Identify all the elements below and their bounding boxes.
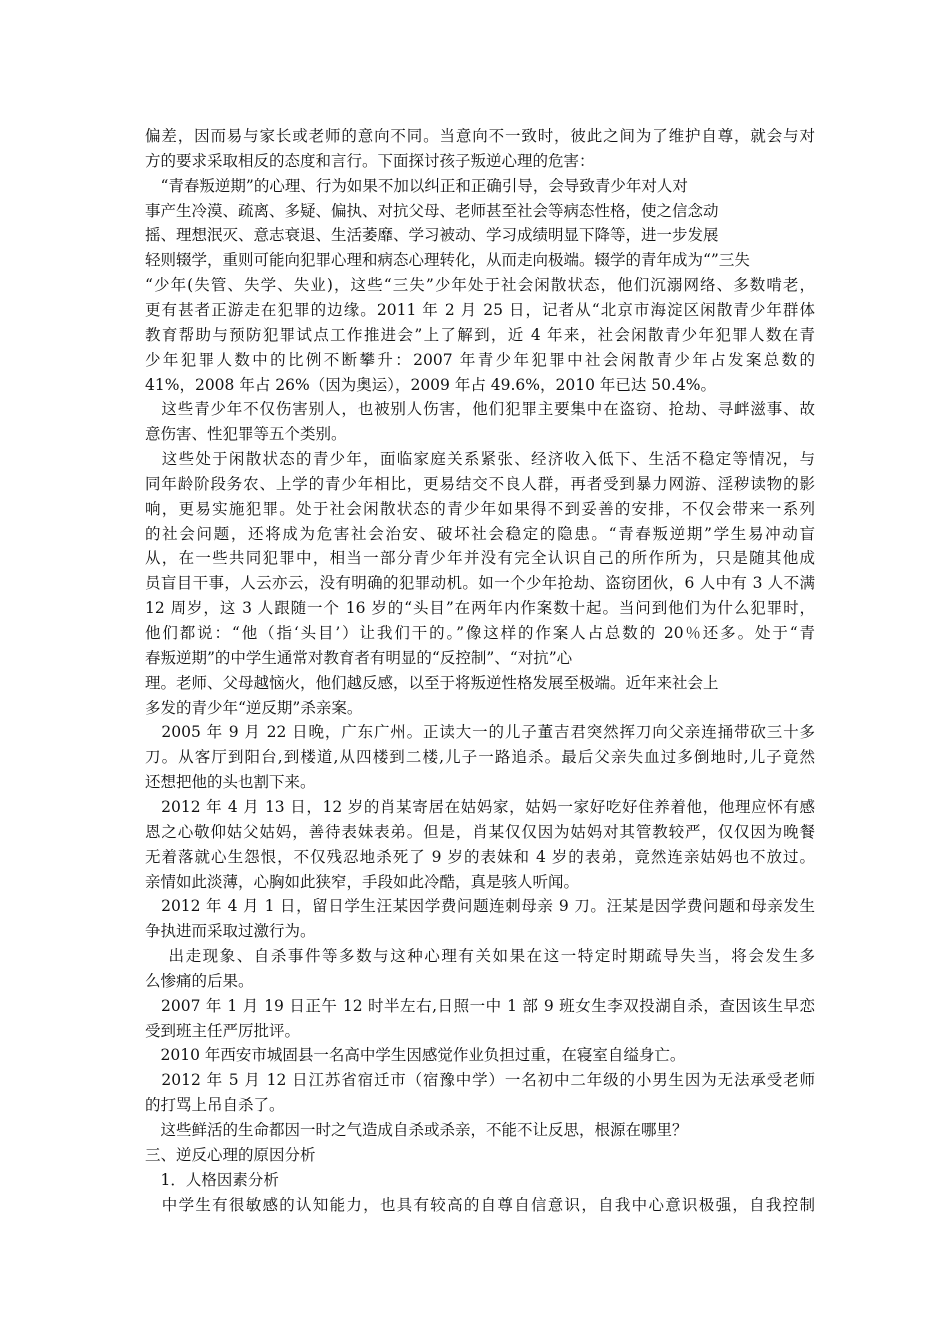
text-line: 他们都说：“他（指‘头目’）让我们干的。”像这样的作案人占总数的 20％还多。处于“青 [145, 624, 815, 642]
text-line: 12 周岁，这 3 人跟随一个 16 岁的“头目”在两年内作案数十起。当问到他们为什么犯罪时， [145, 599, 815, 618]
text-line: 少年犯罪人数中的比例不断攀升：2007 年青少年犯罪中社会闲散青少年占发案总数的 [145, 350, 815, 369]
text-line: 意伤害、性犯罪等五个类别。 [145, 425, 347, 444]
text-line: 的社会问题，还将成为危害社会治安、破坏社会稳定的隐患。“青春叛逆期”学生易冲动盲 [145, 524, 815, 543]
text-line: 摇、理想泯灭、意志衰退、生活萎靡、学习被动、学习成绩明显下降等，进一步发展 [145, 226, 719, 245]
text-line: 的打骂上吊自杀了。 [145, 1096, 285, 1115]
text-line: 更有甚者正游走在犯罪的边缘。2011 年 2 月 25 日，记者从“北京市海淀区闲散青少年群体 [145, 300, 815, 319]
text-line: 2005 年 9 月 22 日晚，广东广州。正读大一的儿子董吉君突然挥刀向父亲连捅带砍三十多 [145, 723, 815, 742]
text-line: 么惨痛的后果。 [145, 971, 254, 990]
text-line: 从，在一些共同犯罪中，相当一部分青少年并没有完全认识自己的所作所为，只是随其他成 [145, 549, 815, 568]
text-line: 事产生冷漠、疏离、多疑、偏执、对抗父母、老师甚至社会等病态性格，使之信念动 [145, 201, 719, 220]
text-line: 方的要求采取相反的态度和言行。下面探讨孩子叛逆心理的危害： [145, 151, 595, 170]
text-line: 1．人格因素分析 [145, 1170, 279, 1189]
text-line: 这些处于闲散状态的青少年，面临家庭关系紧张、经济收入低下、生活不稳定等情况，与 [145, 450, 815, 469]
text-line: 中学生有很敏感的认知能力，也具有较高的自尊自信意识，自我中心意识极强，自我控制 [145, 1195, 815, 1214]
text-line: 41%，2008 年占 26%（因为奥运），2009 年占 49.6%，2010 年已达 50.4%。 [145, 375, 717, 394]
text-line: 2012 年 5 月 12 日江苏省宿迁市（宿豫中学）一名初中二年级的小男生因为无法承受老师 [145, 1071, 815, 1090]
text-line: 亲情如此淡薄，心胸如此狭窄，手段如此冷酷，真是骇人听闻。 [145, 872, 580, 891]
text-line: 多发的青少年“逆反期”杀亲案。 [145, 698, 363, 717]
text-line: 2007 年 1 月 19 日正午 12 时半左右,日照一中 1 部 9 班女生李双投湖自杀，查因该生早恋 [145, 996, 815, 1015]
text-line: 偏差，因而易与家长或老师的意向不同。当意向不一致时，彼此之间为了维护自尊，就会与对 [145, 127, 815, 145]
text-line: 恩之心敬仰姑父姑妈，善待表妹表弟。但是，肖某仅仅因为姑妈对其管教较严，仅仅因为晚餐 [145, 822, 815, 841]
text-line: 员盲目干事，人云亦云，没有明确的犯罪动机。如一个少年抢劫、盗窃团伙，6 人中有 3 人不满 [145, 574, 815, 593]
text-line: “少年(失管、失学、失业)，这些“三失”少年处于社会闲散状态，他们沉溺网络、多数啃老， [145, 276, 815, 295]
text-line: 这些青少年不仅伤害别人，也被别人伤害，他们犯罪主要集中在盗窃、抢劫、寻衅滋事、故 [145, 400, 815, 419]
text-line: 理。老师、父母越恼火，他们越反感，以至于将叛逆性格发展至极端。近年来社会上 [145, 673, 719, 692]
text-line: 响，更易实施犯罪。处于社会闲散状态的青少年如果得不到妥善的安排，不仅会带来一系列 [145, 499, 815, 518]
text-line: 教育帮助与预防犯罪试点工作推进会”上了解到，近 4 年来，社会闲散青少年犯罪人数在青 [145, 325, 815, 344]
text-line: 2012 年 4 月 1 日，留日学生汪某因学费问题连刺母亲 9 刀。汪某是因学费问题和母亲发生 [145, 897, 815, 916]
text-line: 争执进而采取过激行为。 [145, 922, 316, 941]
text-line: 2012 年 4 月 13 日，12 岁的肖某寄居在姑妈家，姑妈一家好吃好住养着他，他理应怀有感 [145, 797, 815, 816]
text-line: “青春叛逆期”的心理、行为如果不加以纠正和正确引导，会导致青少年对人对 [145, 176, 688, 195]
text-line: 受到班主任严厉批评。 [145, 1021, 301, 1040]
text-line: 出走现象、自杀事件等多数与这种心理有关如果在这一特定时期疏导失当，将会发生多 [145, 947, 815, 966]
text-line: 这些鲜活的生命都因一时之气造成自杀或杀亲，不能不让反思，根源在哪里？ [145, 1121, 688, 1139]
text-line: 还想把他的头也割下来。 [145, 773, 316, 792]
text-line: 刀。从客厅到阳台,到楼道,从四楼到二楼,儿子一路追杀。最后父亲失血过多倒地时,儿子竟然 [145, 748, 815, 767]
text-line: 春叛逆期”的中学生通常对教育者有明显的“反控制”、“对抗”心 [145, 648, 573, 667]
text-line: 同年龄阶段务农、上学的青少年相比，更易结交不良人群，再者受到暴力网游、淫秽读物的影 [145, 474, 815, 493]
text-line: 无着落就心生怨恨，不仅残忍地杀死了 9 岁的表妹和 4 岁的表弟，竟然连亲姑妈也不放过。 [145, 847, 815, 866]
text-line: 2010 年西安市城固县一名高中学生因感觉作业负担过重，在寝室自缢身亡。 [145, 1046, 686, 1065]
text-line: 轻则辍学，重则可能向犯罪心理和病态心理转化，从而走向极端。辍学的青年成为“”三失 [145, 251, 750, 270]
text-line: 三、逆反心理的原因分析 [145, 1145, 316, 1164]
